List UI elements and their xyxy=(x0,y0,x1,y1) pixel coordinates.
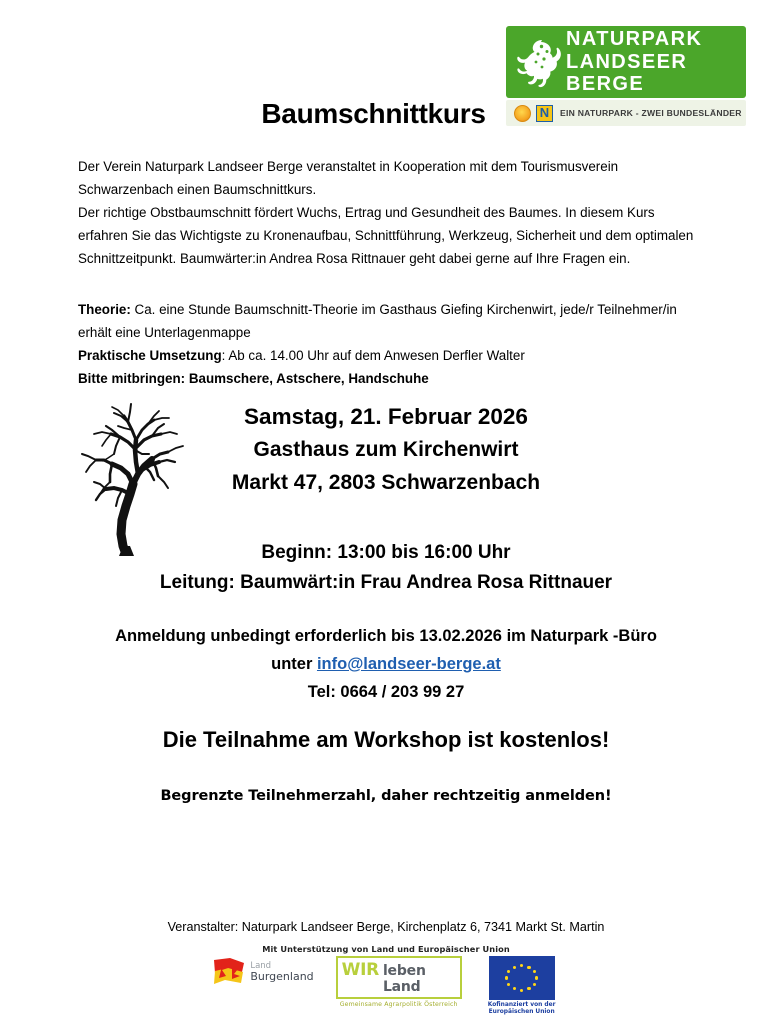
theorie-text: Ca. eine Stunde Baumschnitt-Theorie im Gasthaus Giefing Kirchenwirt, jede/r Teilnehmer/in erhält eine Unterlagenmappe xyxy=(78,302,677,340)
organizer-line: Veranstalter: Naturpark Landseer Berge, Kirchenplatz 6, 7341 Markt St. Martin xyxy=(167,920,605,934)
burgenland-flag-icon xyxy=(212,956,246,988)
theorie-row xyxy=(78,298,694,344)
burgenland-line-2: Burgenland xyxy=(250,969,314,983)
footer-logo-strip xyxy=(0,956,772,1017)
niederoesterreich-n-icon: N xyxy=(536,105,553,122)
mitbringen-row xyxy=(78,367,694,390)
registration-contact-row xyxy=(0,650,772,678)
intro-paragraph-1: Der Verein Naturpark Landseer Berge veranstaltet in Kooperation mit dem Tourismusverein Schwarzenbach einen Baumschnittkurs. xyxy=(78,159,619,197)
registration-phone: Tel: 0664 / 203 99 27 xyxy=(307,683,465,701)
email-link[interactable]: info@landseer-berge.at xyxy=(316,655,501,673)
event-address: Markt 47, 2803 Schwarzenbach xyxy=(231,471,541,494)
burgenland-wordmark xyxy=(250,962,313,982)
unter-label: unter xyxy=(271,655,317,673)
limited-seats-note: Begrenzte Teilnehmerzahl, daher rechtzeitig anmelden! xyxy=(160,788,612,804)
burgenland-line-1: Land xyxy=(250,960,272,971)
wir-subtitle: Gemeinsame Agrarpolitik Österreich xyxy=(339,1001,458,1008)
event-summary xyxy=(0,400,772,499)
praktisch-label: Praktische Umsetzung xyxy=(78,348,222,363)
wir-leben-land-logo xyxy=(336,956,462,1008)
intro-paragraph-2: Der richtige Obstbaumschnitt fördert Wuchs, Ertrag und Gesundheit des Baumes. In diesem Kurs erfahren Sie das Wichtigste zu Kronenaufbau, Schnittführung, Werkzeug, Sicherheit und dem optimalen Schnittzeitpunkt. Baumwärter:in Andrea Rosa Rittnauer geht dabei gerne auf Ihre Fragen ein. xyxy=(78,205,694,266)
eu-flag-icon xyxy=(489,956,555,1000)
logo-green-panel xyxy=(506,26,746,98)
theorie-label: Theorie: xyxy=(78,302,131,317)
support-line: Mit Unterstützung von Land und Europäischer Union xyxy=(262,944,510,954)
wir-word: WIR xyxy=(341,960,379,980)
praktisch-row xyxy=(78,344,694,367)
intro-text xyxy=(78,155,694,270)
logo-badge-label: EIN NATURPARK - ZWEI BUNDESLÄNDER xyxy=(560,108,742,118)
registration-block xyxy=(0,622,772,706)
event-time-block xyxy=(0,538,772,598)
mitbringen-label: Bitte mitbringen: Baumschere, Astschere, Handschuhe xyxy=(78,371,429,386)
eu-caption xyxy=(484,1002,560,1017)
event-venue: Gasthaus zum Kirchenwirt xyxy=(253,438,519,461)
event-leader: Leitung: Baumwärt:in Frau Andrea Rosa Rittnauer xyxy=(159,572,613,593)
praktisch-text: : Ab ca. 14.00 Uhr auf dem Anwesen Derfler Walter xyxy=(221,348,525,363)
land-burgenland-logo xyxy=(212,956,313,988)
registration-deadline: Anmeldung unbedingt erforderlich bis 13.02.2026 im Naturpark -Büro xyxy=(115,627,657,645)
eu-logo xyxy=(484,956,560,1017)
page-title: Baumschnittkurs xyxy=(261,98,486,129)
logo-line-2: LANDSEER BERGE xyxy=(566,50,688,96)
course-details xyxy=(78,298,694,390)
free-participation-note: Die Teilnahme am Workshop ist kostenlos! xyxy=(162,727,610,752)
gecko-icon xyxy=(516,34,562,90)
eu-caption-line-1: Kofinanziert von der xyxy=(487,1002,556,1008)
logo-line-1: NATURPARK xyxy=(566,27,703,50)
logo-wordmark xyxy=(566,28,746,96)
event-time: Beginn: 13:00 bis 16:00 Uhr xyxy=(261,542,511,563)
event-date: Samstag, 21. Februar 2026 xyxy=(244,404,528,429)
leben-land-word: leben Land xyxy=(382,963,426,995)
eu-caption-line-2: Europäischen Union xyxy=(488,1009,555,1016)
wir-leben-land-box xyxy=(336,956,462,999)
